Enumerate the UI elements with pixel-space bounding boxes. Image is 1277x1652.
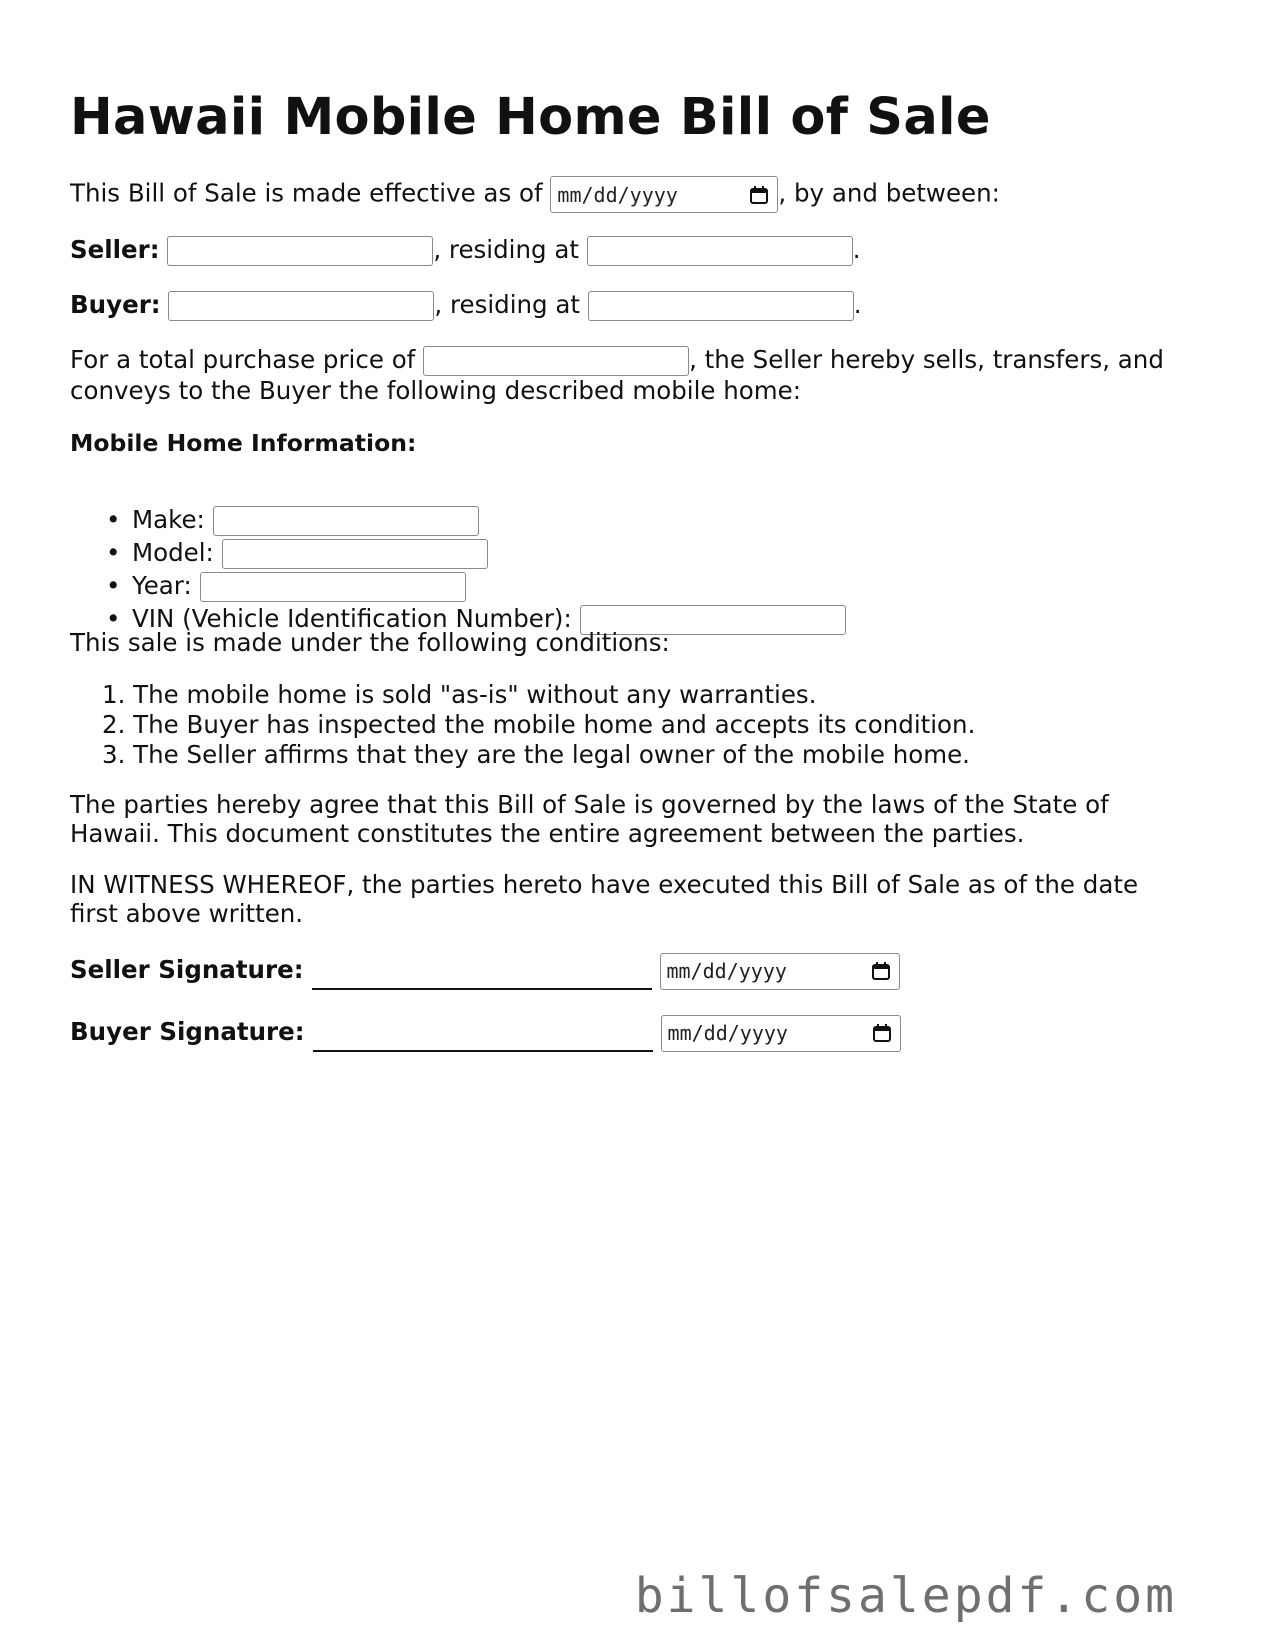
seller-signature-row — [70, 951, 900, 989]
governing-law-paragraph — [70, 790, 1200, 848]
conditions-intro: This sale is made under the following conditions: — [70, 628, 670, 657]
watermark: billofsalepdf.com — [634, 1568, 1177, 1624]
intro-prefix: This Bill of Sale is made effective as of — [70, 178, 543, 208]
price-line-2: conveys to the Buyer the following described mobile home: — [70, 376, 801, 405]
model-input[interactable] — [222, 539, 488, 569]
year-label: Year: — [132, 571, 192, 600]
witness-paragraph — [70, 870, 1200, 928]
year-input[interactable] — [200, 572, 466, 602]
date-placeholder: mm/dd/yyyy — [557, 182, 678, 207]
model-label: Model: — [132, 538, 214, 567]
buyer-signature-label: Buyer Signature: — [70, 1017, 305, 1046]
buyer-signature-date-input[interactable] — [661, 1015, 901, 1052]
buyer-address-input[interactable] — [588, 291, 854, 321]
make-label: Make: — [132, 505, 205, 534]
calendar-icon[interactable] — [872, 1023, 892, 1043]
seller-signature-label: Seller Signature: — [70, 955, 304, 984]
list-item: 1. The mobile home is sold "as-is" without any warranties. — [102, 680, 817, 709]
price-suffix: , the Seller hereby sells, transfers, and — [689, 345, 1164, 374]
witness-line-2: first above written. — [70, 899, 304, 928]
date-placeholder: mm/dd/yyyy — [666, 959, 787, 983]
buyer-label: Buyer: — [70, 290, 161, 319]
page-title: Hawaii Mobile Home Bill of Sale — [70, 88, 991, 147]
witness-line-1: IN WITNESS WHEREOF, the parties hereto have executed this Bill of Sale as of the date — [70, 870, 1139, 899]
buyer-signature-line[interactable] — [313, 1024, 653, 1052]
calendar-icon[interactable] — [871, 961, 891, 981]
effective-date-input[interactable] — [550, 176, 778, 213]
list-item — [70, 569, 846, 602]
date-placeholder: mm/dd/yyyy — [667, 1021, 788, 1045]
list-item: 2. The Buyer has inspected the mobile home and accepts its condition. — [102, 710, 976, 739]
list-item: 3. The Seller affirms that they are the legal owner of the mobile home. — [102, 740, 970, 769]
seller-signature-date-input[interactable] — [660, 953, 900, 990]
buyer-line — [70, 290, 862, 321]
purchase-price-input[interactable] — [423, 346, 689, 376]
seller-residing-text: , residing at — [433, 235, 579, 264]
price-prefix: For a total purchase price of — [70, 345, 416, 374]
calendar-icon[interactable] — [749, 185, 769, 205]
seller-name-input[interactable] — [167, 236, 433, 266]
list-item — [70, 503, 846, 536]
vin-label: VIN (Vehicle Identification Number): — [132, 604, 572, 633]
governing-line-1: The parties hereby agree that this Bill of Sale is governed by the laws of the State of — [70, 790, 1109, 819]
seller-label: Seller: — [70, 235, 160, 264]
buyer-signature-row — [70, 1013, 901, 1051]
mobile-home-fields — [70, 503, 846, 635]
seller-signature-line[interactable] — [312, 962, 652, 990]
buyer-name-input[interactable] — [168, 291, 434, 321]
buyer-residing-text: , residing at — [434, 290, 580, 319]
governing-line-2: Hawaii. This document constitutes the entire agreement between the parties. — [70, 819, 1025, 848]
list-item — [70, 536, 846, 569]
conditions-list — [70, 680, 975, 770]
intro-suffix: , by and between: — [778, 178, 1000, 208]
mobile-home-heading: Mobile Home Information: — [70, 429, 417, 457]
price-line — [70, 345, 1164, 376]
seller-address-input[interactable] — [587, 236, 853, 266]
seller-period: . — [852, 235, 861, 264]
buyer-period: . — [853, 290, 862, 319]
seller-line — [70, 235, 861, 266]
make-input[interactable] — [213, 506, 479, 536]
intro-line — [70, 176, 1000, 213]
